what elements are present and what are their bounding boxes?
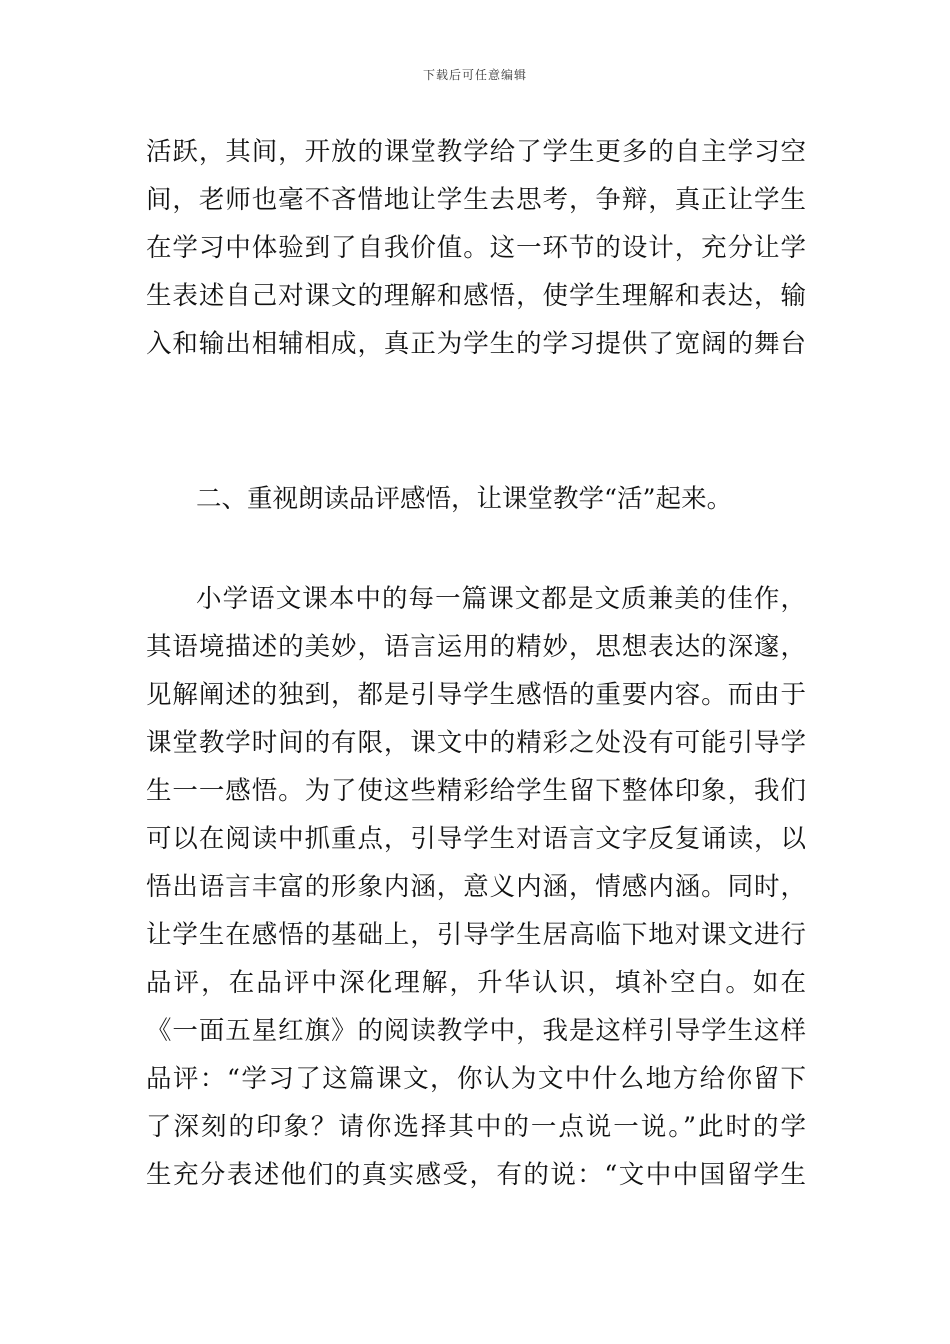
paragraph-line: 在学习中体验到了自我价值。这一环节的设计，充分让学 <box>146 233 806 263</box>
paragraph-line: 品评，在品评中深化理解，升华认识，填补空白。如在 <box>146 968 806 998</box>
paragraph-line: 品评：“学习了这篇课文，你认为文中什么地方给你留下 <box>146 1064 806 1094</box>
paragraph-line: 其语境描述的美妙，语言运用的精妙，思想表达的深邃， <box>146 632 806 662</box>
paragraph-line: 悟出语言丰富的形象内涵，意义内涵，情感内涵。同时， <box>146 872 806 902</box>
paragraph-line: 入和输出相辅相成，真正为学生的学习提供了宽阔的舞台 <box>146 329 806 359</box>
paragraph-line: 见解阐述的独到，都是引导学生感悟的重要内容。而由于 <box>146 680 806 710</box>
paragraph-line: 活跃，其间，开放的课堂教学给了学生更多的自主学习空 <box>146 137 806 167</box>
paragraph-line: 生表述自己对课文的理解和感悟，使学生理解和表达，输 <box>146 281 806 311</box>
paragraph-line: 课堂教学时间的有限，课文中的精彩之处没有可能引导学 <box>146 728 806 758</box>
paragraph-line: 《一面五星红旗》的阅读教学中，我是这样引导学生这样 <box>146 1016 806 1046</box>
paragraph-line: 生充分表述他们的真实感受，有的说：“文中中国留学生 <box>146 1160 806 1190</box>
paragraph-line: 生一一感悟。为了使这些精彩给学生留下整体印象，我们 <box>146 776 806 806</box>
section-heading: 二、重视朗读品评感悟，让课堂教学“活”起来。 <box>196 484 733 514</box>
header-note: 下载后可任意编辑 <box>422 68 527 82</box>
paragraph-line: 可以在阅读中抓重点，引导学生对语言文字反复诵读，以 <box>146 824 806 854</box>
paragraph-line: 间，老师也毫不吝惜地让学生去思考，争辩，真正让学生 <box>146 185 806 215</box>
paragraph-line: 小学语文课本中的每一篇课文都是文质兼美的佳作， <box>196 584 806 614</box>
paragraph-line: 了深刻的印象？请你选择其中的一点说一说。”此时的学 <box>146 1112 806 1142</box>
paragraph-line: 让学生在感悟的基础上，引导学生居高临下地对课文进行 <box>146 920 806 950</box>
